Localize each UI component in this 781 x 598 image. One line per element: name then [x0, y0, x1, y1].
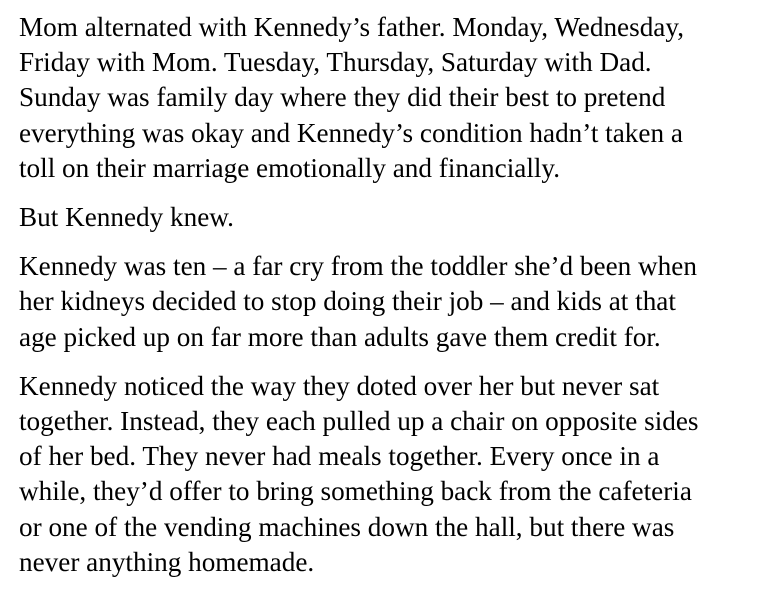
text-line: of her bed. They never had meals together. Every once in a — [19, 441, 660, 472]
paragraph-2 — [19, 200, 769, 235]
text-line: Kennedy noticed the way they doted over her but never sat — [19, 370, 660, 401]
text-line: her kidneys decided to stop doing their job – and kids at that — [19, 286, 676, 317]
text-line: But Kennedy knew. — [19, 202, 234, 233]
text-line: together. Instead, they each pulled up a chair on opposite sides — [19, 406, 699, 437]
text-line: Mom alternated with Kennedy’s father. Monday, Wednesday, — [19, 12, 684, 42]
text-line: age picked up on far more than adults gave them credit for. — [19, 321, 661, 352]
text-line: Kennedy was ten – a far cry from the toddler she’d been when — [19, 251, 697, 282]
paragraph-1 — [19, 10, 769, 186]
text-line: Sunday was family day where they did their best to pretend — [19, 82, 666, 113]
text-line: never anything homemade. — [19, 546, 315, 577]
paragraph-3 — [19, 249, 769, 355]
text-line: toll on their marriage emotionally and financially. — [19, 152, 561, 183]
text-line: Friday with Mom. Tuesday, Thursday, Saturday with Dad. — [19, 47, 652, 78]
paragraph-4 — [19, 369, 769, 580]
text-line: or one of the vending machines down the hall, but there was — [19, 511, 675, 542]
text-line: everything was okay and Kennedy’s condition hadn’t taken a — [19, 117, 683, 148]
text-line: while, they’d offer to bring something back from the cafeteria — [19, 476, 692, 507]
